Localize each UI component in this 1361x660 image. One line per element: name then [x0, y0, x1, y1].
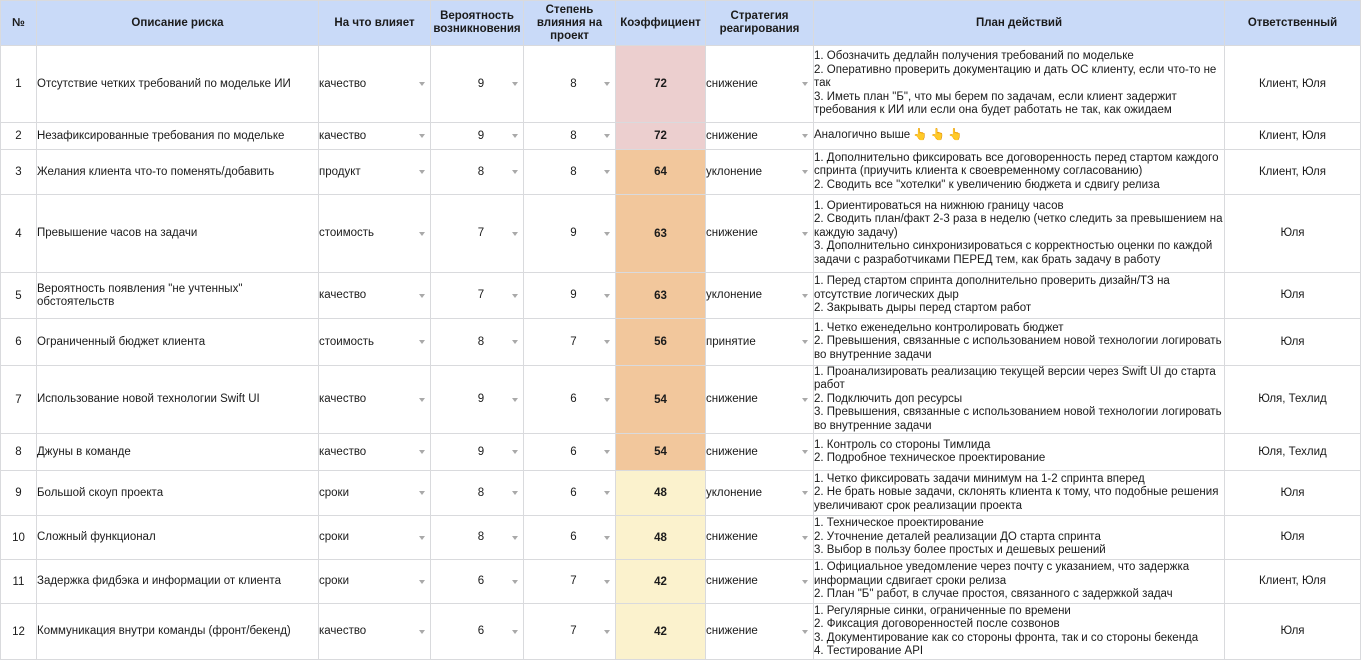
table-body: [1, 46, 1361, 660]
row-number-cell: 3: [1, 150, 37, 195]
chevron-down-icon[interactable]: [512, 340, 518, 344]
probability-value: 8: [477, 486, 485, 499]
action-plan-line: 1. Регулярные синки, ограниченные по времени: [814, 604, 1071, 617]
impact-value: 8: [570, 129, 577, 142]
impact-value: 9: [570, 289, 577, 301]
probability-cell[interactable]: [431, 366, 524, 434]
chevron-down-icon[interactable]: [419, 491, 425, 495]
responsible-cell[interactable]: Юля, Техлид: [1225, 366, 1361, 434]
chevron-down-icon[interactable]: [512, 82, 518, 86]
risk-description-cell[interactable]: Сложный функционал: [37, 516, 319, 560]
chevron-down-icon[interactable]: [802, 580, 808, 584]
responsible-cell[interactable]: Клиент, Юля: [1225, 560, 1361, 604]
row-number-cell: 7: [1, 366, 37, 434]
responsible-cell[interactable]: Клиент, Юля: [1225, 150, 1361, 195]
probability-cell[interactable]: [431, 46, 524, 123]
action-plan-line: 1. Четко еженедельно контролировать бюджет: [814, 321, 1064, 334]
header-row: [1, 1, 1361, 46]
probability-value: 9: [477, 445, 485, 458]
impact-value: 7: [570, 625, 577, 638]
action-plan-line: 3. Выбор в пользу более простых и дешевых решений: [814, 544, 1106, 557]
probability-cell[interactable]: [431, 604, 524, 660]
probability-cell[interactable]: [431, 471, 524, 516]
impact-cell[interactable]: [524, 471, 616, 516]
chevron-down-icon[interactable]: [419, 536, 425, 540]
probability-cell[interactable]: [431, 434, 524, 471]
chevron-down-icon[interactable]: [419, 580, 425, 584]
chevron-down-icon[interactable]: [802, 536, 808, 540]
affects-cell[interactable]: [319, 273, 431, 319]
action-plan-line: 1. Контроль со стороны Тимлида: [814, 438, 991, 451]
strategy-cell[interactable]: [706, 123, 814, 150]
action-plan-cell[interactable]: [814, 471, 1225, 516]
table-row: [1, 516, 1361, 560]
table-row: [1, 471, 1361, 516]
probability-value: 8: [477, 335, 485, 348]
column-header-affect[interactable]: На что влияет: [319, 1, 431, 46]
action-plan-line: 2. Сводить план/факт 2-3 раза в неделю (четко следить за превышением на каждую задачу): [814, 213, 1223, 239]
column-header-prob[interactable]: Вероятность возникновения: [431, 1, 524, 46]
row-number-cell: 9: [1, 471, 37, 516]
table-row: [1, 195, 1361, 273]
strategy-value: уклонение: [706, 289, 763, 301]
responsible-cell[interactable]: Юля: [1225, 195, 1361, 273]
risk-description-cell[interactable]: Коммуникация внутри команды (фронт/бекенд): [37, 604, 319, 660]
action-plan-line: 1. Перед стартом спринта дополнительно проверить дизайн/ТЗ на отсутствие логических дыр: [814, 275, 1170, 301]
risk-description-cell[interactable]: Задержка фидбэка и информации от клиента: [37, 560, 319, 604]
action-plan-cell[interactable]: [814, 150, 1225, 195]
affects-value: качество: [319, 129, 367, 142]
chevron-down-icon[interactable]: [604, 580, 610, 584]
affects-value: качество: [319, 77, 367, 90]
action-plan-line: 2. Фиксация договоренностей после созвонов: [814, 618, 1060, 631]
responsible-cell[interactable]: Юля, Техлид: [1225, 434, 1361, 471]
affects-cell[interactable]: [319, 123, 431, 150]
impact-value: 7: [570, 575, 577, 588]
chevron-down-icon[interactable]: [802, 232, 808, 236]
table-row: [1, 150, 1361, 195]
action-plan-line: 1. Обозначить дедлайн получения требований по модельке: [814, 50, 1134, 63]
action-plan-cell[interactable]: [814, 195, 1225, 273]
strategy-value: снижение: [706, 445, 758, 458]
action-plan-line: 2. План "Б" работ, в случае простоя, связанного с задержкой задач: [814, 588, 1173, 601]
coefficient-cell: 64: [616, 150, 706, 195]
probability-cell[interactable]: [431, 195, 524, 273]
coefficient-cell: 42: [616, 604, 706, 660]
impact-cell[interactable]: [524, 273, 616, 319]
affects-cell[interactable]: [319, 434, 431, 471]
coefficient-cell: 48: [616, 516, 706, 560]
action-plan-line: 2. Закрывать дыры перед стартом работ: [814, 302, 1032, 315]
chevron-down-icon[interactable]: [802, 170, 808, 174]
chevron-down-icon[interactable]: [419, 630, 425, 634]
risk-description-cell[interactable]: Превышение часов на задачи: [37, 195, 319, 273]
affects-value: стоимость: [319, 227, 375, 239]
probability-value: 8: [477, 531, 485, 544]
action-plan-line: 1. Техническое проектирование: [814, 517, 984, 530]
affects-value: качество: [319, 625, 367, 638]
chevron-down-icon[interactable]: [604, 134, 610, 138]
table-header: [1, 1, 1361, 46]
risk-description-cell[interactable]: Отсутствие четких требований по модельке ИИ: [37, 46, 319, 123]
strategy-value: снижение: [706, 393, 758, 406]
affects-value: сроки: [319, 486, 349, 499]
impact-cell[interactable]: [524, 516, 616, 560]
chevron-down-icon[interactable]: [512, 536, 518, 540]
action-plan-cell[interactable]: [814, 516, 1225, 560]
affects-cell[interactable]: [319, 46, 431, 123]
action-plan-line: 1. Четко фиксировать задачи минимум на 1-2 спринта вперед: [814, 472, 1145, 485]
chevron-down-icon[interactable]: [512, 580, 518, 584]
chevron-down-icon[interactable]: [512, 630, 518, 634]
impact-cell[interactable]: [524, 366, 616, 434]
responsible-cell[interactable]: Юля: [1225, 319, 1361, 366]
action-plan-line: 2. Превышения, связанные с использованием новой технологии логировать во внутренние задачи: [814, 335, 1222, 361]
row-number-cell: 8: [1, 434, 37, 471]
chevron-down-icon[interactable]: [802, 294, 808, 298]
strategy-cell[interactable]: [706, 273, 814, 319]
action-plan-cell[interactable]: [814, 560, 1225, 604]
affects-cell[interactable]: [319, 319, 431, 366]
strategy-cell[interactable]: [706, 195, 814, 273]
action-plan-line: 1. Ориентироваться на нижнюю границу часов: [814, 199, 1064, 212]
chevron-down-icon[interactable]: [512, 294, 518, 298]
strategy-cell[interactable]: [706, 150, 814, 195]
chevron-down-icon[interactable]: [512, 491, 518, 495]
action-plan-cell[interactable]: [814, 46, 1225, 123]
coefficient-cell: 54: [616, 366, 706, 434]
chevron-down-icon[interactable]: [604, 170, 610, 174]
affects-value: продукт: [319, 165, 361, 178]
risk-description-cell[interactable]: Незафиксированные требования по модельке: [37, 123, 319, 150]
action-plan-line: 2. Подключить доп ресурсы: [814, 392, 963, 405]
chevron-down-icon[interactable]: [802, 398, 808, 402]
chevron-down-icon[interactable]: [604, 450, 610, 454]
chevron-down-icon[interactable]: [419, 82, 425, 86]
action-plan-line: 2. Сводить все "хотелки" к увеличению бюджета и сдвигу релиза: [814, 178, 1160, 191]
affects-cell[interactable]: [319, 516, 431, 560]
impact-cell[interactable]: [524, 195, 616, 273]
action-plan-line: 1. Проанализировать реализацию текущей версии через Swift UI до старта работ: [814, 366, 1216, 392]
probability-cell[interactable]: [431, 560, 524, 604]
impact-cell[interactable]: [524, 434, 616, 471]
action-plan-line: 3. Документирование как со стороны фронта, так и со стороны бекенда: [814, 631, 1199, 644]
coefficient-cell: 48: [616, 471, 706, 516]
action-plan-cell[interactable]: [814, 604, 1225, 660]
strategy-cell[interactable]: [706, 319, 814, 366]
chevron-down-icon[interactable]: [802, 491, 808, 495]
impact-cell[interactable]: [524, 560, 616, 604]
chevron-down-icon[interactable]: [802, 82, 808, 86]
coefficient-cell: 54: [616, 434, 706, 471]
impact-cell[interactable]: [524, 319, 616, 366]
row-number-cell: 10: [1, 516, 37, 560]
affects-value: качество: [319, 393, 367, 406]
strategy-cell[interactable]: [706, 604, 814, 660]
row-number-cell: 6: [1, 319, 37, 366]
action-plan-cell[interactable]: [814, 123, 1225, 150]
impact-value: 6: [570, 393, 577, 406]
coefficient-cell: 56: [616, 319, 706, 366]
table-row: [1, 273, 1361, 319]
action-plan-cell[interactable]: [814, 366, 1225, 434]
chevron-down-icon[interactable]: [604, 630, 610, 634]
action-plan-line: 2. Подробное техническое проектирование: [814, 452, 1046, 465]
probability-value: 9: [477, 393, 485, 406]
responsible-cell[interactable]: Юля: [1225, 471, 1361, 516]
coefficient-cell: 63: [616, 195, 706, 273]
strategy-value: снижение: [706, 531, 758, 544]
row-number-cell: 5: [1, 273, 37, 319]
chevron-down-icon[interactable]: [419, 398, 425, 402]
affects-value: стоимость: [319, 335, 375, 348]
affects-cell[interactable]: [319, 604, 431, 660]
affects-cell[interactable]: [319, 150, 431, 195]
strategy-cell[interactable]: [706, 366, 814, 434]
chevron-down-icon[interactable]: [419, 232, 425, 236]
chevron-down-icon[interactable]: [604, 536, 610, 540]
action-plan-cell[interactable]: [814, 273, 1225, 319]
column-header-impact[interactable]: Степень влияния на проект: [524, 1, 616, 46]
risk-description-cell[interactable]: Использование новой технологии Swift UI: [37, 366, 319, 434]
strategy-cell[interactable]: [706, 516, 814, 560]
affects-value: сроки: [319, 575, 349, 588]
coefficient-cell: 72: [616, 46, 706, 123]
column-header-strat[interactable]: Стратегия реагирования: [706, 1, 814, 46]
probability-cell[interactable]: [431, 273, 524, 319]
risk-description-cell[interactable]: Большой скоуп проекта: [37, 471, 319, 516]
chevron-down-icon[interactable]: [419, 450, 425, 454]
column-header-coef[interactable]: Коэффициент: [616, 1, 706, 46]
column-header-num[interactable]: №: [1, 1, 37, 46]
risk-description-cell[interactable]: Джуны в команде: [37, 434, 319, 471]
chevron-down-icon[interactable]: [604, 294, 610, 298]
chevron-down-icon[interactable]: [419, 340, 425, 344]
row-number-cell: 11: [1, 560, 37, 604]
impact-cell[interactable]: [524, 150, 616, 195]
strategy-value: снижение: [706, 129, 758, 142]
chevron-down-icon[interactable]: [512, 170, 518, 174]
action-plan-line: 1. Официальное уведомление через почту с указанием, что задержка информации сдвигает сроки релиза: [814, 561, 1190, 587]
affects-value: качество: [319, 289, 367, 301]
probability-value: 7: [477, 227, 485, 239]
affects-cell[interactable]: [319, 560, 431, 604]
responsible-cell[interactable]: Клиент, Юля: [1225, 123, 1361, 150]
affects-cell[interactable]: [319, 366, 431, 434]
coefficient-cell: 72: [616, 123, 706, 150]
strategy-value: снижение: [706, 575, 758, 588]
column-header-desc[interactable]: Описание риска: [37, 1, 319, 46]
impact-cell[interactable]: [524, 123, 616, 150]
chevron-down-icon[interactable]: [604, 82, 610, 86]
probability-value: 8: [477, 165, 485, 178]
strategy-value: уклонение: [706, 165, 763, 178]
table-row: [1, 123, 1361, 150]
strategy-value: снижение: [706, 77, 758, 90]
probability-value: 6: [477, 575, 485, 588]
action-plan-cell[interactable]: [814, 434, 1225, 471]
chevron-down-icon[interactable]: [802, 450, 808, 454]
affects-value: сроки: [319, 531, 349, 544]
impact-value: 9: [570, 227, 577, 239]
risk-description-cell[interactable]: Ограниченный бюджет клиента: [37, 319, 319, 366]
risk-description-cell[interactable]: Вероятность появления "не учтенных" обстоятельств: [37, 273, 319, 319]
chevron-down-icon[interactable]: [512, 232, 518, 236]
action-plan-cell[interactable]: [814, 319, 1225, 366]
strategy-cell[interactable]: [706, 46, 814, 123]
impact-value: 7: [570, 335, 577, 348]
table-row: [1, 604, 1361, 660]
action-plan-line: 2. Оперативно проверить документацию и дать ОС клиенту, если что-то не так: [814, 63, 1217, 90]
chevron-down-icon[interactable]: [604, 340, 610, 344]
action-plan-line: 1. Дополнительно фиксировать все договоренность перед стартом каждого спринта (приучить клиента к своевременному согласованию): [814, 151, 1219, 178]
responsible-cell[interactable]: Юля: [1225, 273, 1361, 319]
impact-value: 6: [570, 486, 577, 499]
chevron-down-icon[interactable]: [802, 630, 808, 634]
probability-cell[interactable]: [431, 319, 524, 366]
impact-value: 8: [570, 165, 577, 178]
responsible-cell[interactable]: Юля: [1225, 516, 1361, 560]
row-number-cell: 4: [1, 195, 37, 273]
risk-description-cell[interactable]: Желания клиента что-то поменять/добавить: [37, 150, 319, 195]
probability-cell[interactable]: [431, 123, 524, 150]
strategy-value: снижение: [706, 227, 758, 239]
responsible-cell[interactable]: Клиент, Юля: [1225, 46, 1361, 123]
table-row: [1, 46, 1361, 123]
chevron-down-icon[interactable]: [802, 340, 808, 344]
action-plan-line: 2. Уточнение деталей реализации ДО старта спринта: [814, 530, 1101, 543]
impact-value: 8: [570, 77, 577, 90]
strategy-value: принятие: [706, 335, 756, 348]
probability-value: 6: [477, 625, 485, 638]
row-number-cell: 2: [1, 123, 37, 150]
chevron-down-icon[interactable]: [604, 491, 610, 495]
probability-value: 7: [477, 289, 485, 301]
row-number-cell: 12: [1, 604, 37, 660]
column-header-resp[interactable]: Ответственный: [1225, 1, 1361, 46]
affects-value: качество: [319, 445, 367, 458]
strategy-value: снижение: [706, 625, 758, 638]
row-number-cell: 1: [1, 46, 37, 123]
impact-cell[interactable]: [524, 604, 616, 660]
strategy-cell[interactable]: [706, 560, 814, 604]
chevron-down-icon[interactable]: [802, 134, 808, 138]
table-row: [1, 366, 1361, 434]
action-plan-line: 3. Превышения, связанные с использованием новой технологии логировать во внутренние задачи: [814, 406, 1222, 432]
column-header-plan[interactable]: План действий: [814, 1, 1225, 46]
impact-value: 6: [570, 531, 577, 544]
table-row: [1, 560, 1361, 604]
coefficient-cell: 63: [616, 273, 706, 319]
probability-cell[interactable]: [431, 516, 524, 560]
strategy-cell[interactable]: [706, 434, 814, 471]
action-plan-line: 2. Не брать новые задачи, склонять клиента к тому, что подобные решения увеличивают срок реализации проекта: [814, 486, 1219, 512]
affects-cell[interactable]: [319, 471, 431, 516]
chevron-down-icon[interactable]: [512, 134, 518, 138]
chevron-down-icon[interactable]: [604, 398, 610, 402]
chevron-down-icon[interactable]: [604, 232, 610, 236]
chevron-down-icon[interactable]: [419, 294, 425, 298]
probability-value: 9: [477, 77, 485, 90]
coefficient-cell: 42: [616, 560, 706, 604]
probability-cell[interactable]: [431, 150, 524, 195]
table-row: [1, 434, 1361, 471]
impact-cell[interactable]: [524, 46, 616, 123]
probability-value: 9: [477, 129, 485, 142]
affects-cell[interactable]: [319, 195, 431, 273]
responsible-cell[interactable]: Юля: [1225, 604, 1361, 660]
action-plan-line: 3. Дополнительно синхронизироваться с корректностью оценки по каждой задачи с разработчиками ПЕРЕД тем, как брать задачу в работу: [814, 240, 1213, 266]
action-plan-line: 3. Иметь план "Б", что мы берем по задачам, если клиент задержит требования к ИИ или если она будет работать не так, как ожидаем: [814, 90, 1177, 117]
table-row: [1, 319, 1361, 366]
strategy-cell[interactable]: [706, 471, 814, 516]
chevron-down-icon[interactable]: [512, 398, 518, 402]
impact-value: 6: [570, 445, 577, 458]
strategy-value: уклонение: [706, 486, 763, 499]
chevron-down-icon[interactable]: [419, 170, 425, 174]
action-plan-line: Аналогично выше 👆 👆 👆: [814, 129, 963, 142]
chevron-down-icon[interactable]: [512, 450, 518, 454]
action-plan-line: 4. Тестирование API: [814, 644, 924, 657]
chevron-down-icon[interactable]: [419, 134, 425, 138]
